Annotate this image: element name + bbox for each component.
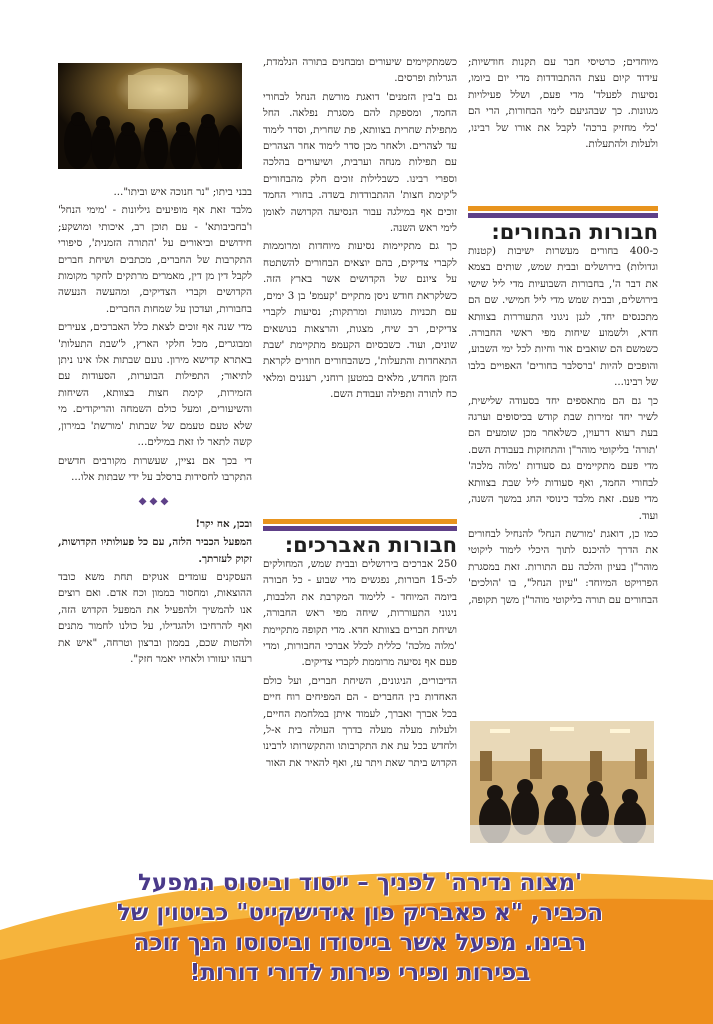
- paragraph: כך גם מתקיימות נסיעות מיוחדות ומרוממות לקברי צדיקים, בהם יוצאים הבחורים להשתטח על ציונם של הקדושים אשר בארץ הזה. כשלקראת חודש ניסן מתקיים 'קעמפ' בן 3 ימים, עם תכניות מגוונות ומרתקות; נסיעות לקברי צדיקים, רב שיח, מצגות, והרצאות בנושאים שונים, ועוד. כשבסיום הקעמפ מתקיימת 'שבת התאחדות והתעלות', כשהבחורים חוזרים לקראת הזמן החדש, מלאים במטען רוחני, רעננים ומלאי כח לתורה ותפילה ועבודת השם.: [263, 240, 457, 401]
- footer-line: 'מצוה נדירה' לפניך – ייסוד וביסוס המפעל: [137, 870, 583, 896]
- photo-night-gathering: [58, 63, 242, 169]
- heading-rule: [263, 519, 457, 531]
- footer-line: בפירות ופירי פירות לדורי דורות!: [189, 960, 531, 986]
- footer-line: הכביר, "א פאבריק פון אידישקייט" כביטוין של: [116, 900, 604, 926]
- section-heading-bochurim: חבורות הבחורים:: [491, 220, 658, 244]
- right-column: [468, 54, 658, 154]
- paragraph: גם ב'בין הזמנים' דואגת מורשת הנחל לבחורי החמד, ומספקת להם מסגרת נפלאה. החל מתפילת שחרית בצוותא, פת שחרית, וסדר לימוד עד לצהרים. ולאחר מכן סדר לימוד אחר הצהרים עם תפילות מנחה וערבית, ושיעורים בהלכה וספרי רבינו. כשבלילות זוכים חלק מהבחורים ל'קימת חצות' ההתבודדות בשדה. בחורי החמד זוכים אף במילגה עבור הנסיעה הקדושה לאומן לימי ראש השנה.: [263, 90, 457, 235]
- paragraph: 250 אברכים בירושלים ובבית שמש, המחולקים לכ-15 חבורות, נפגשים מדי שבוע - כל חבורה ביומה המיוחד - ללימוד המקרבת את הלבבות, ניגוני התעוררות, שיחה מפי ראש החבורה, ושיחת חברים בצוותא חדא. מדי תקופה מתקיימת 'מלוה מלכה' כללית לכלל אברכי החבורות, ומדי פעם אף נסיעה מרוממת לקברי צדיקים.: [263, 558, 457, 669]
- section-heading-avreichim: חבורות האברכים:: [284, 533, 457, 557]
- appeal-subheading: המפעל הכביר הלזה, עם כל פעולותיו הקדושות, זקוק לעזרתך.: [58, 536, 252, 565]
- middle-column-lower: [263, 532, 457, 773]
- paragraph: כשמתקיימים שיעורים ומבחנים בתורה הנלמדת, הגרלות ופרסים.: [263, 56, 457, 85]
- section-divider: ◆◆◆: [138, 495, 172, 508]
- paragraph: די בכך אם נציין, שעשרות מקורבים חדשים התקרבו לחסידות ברסלב על ידי שבתות אלו...: [58, 454, 252, 483]
- paragraph: הדיבורים, הניגונים, השיחת חברים, ועל כולם האחדות בין החברים - הם המפיחים רוח חיים בכל אברך ואברך, לעמוד איתן במלחמת החיים, ולעלות מעלה מעלה בדרך העולה בית א-ל, ולחדש בכל עת את התקרבותו והתקשרותו לרבינו הקדוש ביתר שאת ויתר עז, ואף להאיר את האור: [263, 674, 457, 769]
- paragraph: כך גם הם מתאספים יחד בסעודה שלישית, לשיר יחד זמירות שבת קודש בכיסופים וערגה בעת רעוא דרעוין, כשלאחר מכן שומעים הם 'תורה' בליקוטי מוהר"ן והתחזקות בעבודת השם. מדי פעם מתקיימים גם סעודות 'מלוה מלכה' לבחורי החמד, ואף סעודות ליל שבת בצוותא מדי פעם. זאת מלבד כינוסי החג במשך השנה, ועוד.: [468, 394, 658, 522]
- left-column: [58, 184, 252, 669]
- paragraph: כמו כן, דואגת 'מורשת הנחל' להנחיל לבחורים את הדרך להיכנס לתוך היכלי לימוד ליקוטי מוהר"ן בעיון והלכה עם התורות. זאת במסגרת הפרויקט המיוחד: "עיון הנחל", בו 'הולכים' הבחורים עם תורה בליקוטי מוהר"ן משך תקופה,: [468, 527, 658, 606]
- footer-slogan: [60, 868, 660, 988]
- footer-line: רבינו. מפעל אשר בייסודו וביסוסו הנך זוכה: [133, 930, 587, 956]
- paragraph: מדי שנה אף זוכים לצאת כלל האברכים, צעירים ומבוגרים, מכל חלקי הארץ, ל'שבת התעלות' באתרא קדישא מירון. נועם שבתות אלו אינו ניתן לתיאור; התפילות הבוערות, הסעודות עם הזמירות, קימת חצות בצוותא, השיחות והשיעורים, ומעל כולם השמחה והריקודים. מי שלא טעם טעמם של שבתות 'מורשת' במירון, קשה לתאר לו זאת במילים...: [58, 321, 252, 449]
- photo-study-hall: [470, 721, 654, 843]
- heading-rule: [468, 206, 658, 218]
- paragraph: העסקנים עומדים אנוקים תחת משא כובד ההוצאות, ומחסור בממון וכח אדם. ואם רוצים אנו להמשיך ולהפעיל את המפעל הקדוש הזה, ואף להרחיבו ולהגדילו, על כולנו לחמור מתנים ולהטות שכם, בממון וברצון וטרחה, "איש את רעהו יעזורו ולאחיו יאמר חזק".: [58, 570, 252, 665]
- paragraph: מיוחדים; כרטיסי חבר עם תקנות חודשיות; עידוד קיום עצת ההתבודדות מדי יום ביומו, נסיעות לפעלד' מדי פעם, ושלל פעילויות מגוונות. כך שבהגיעם לימי הבחורות, הרי הם 'כלי מחזיק ברכה' לקבל את אורו של רבינו, ולעלות ולהתעלות.: [468, 56, 658, 151]
- paragraph: כ-400 בחורים מעשרות ישיבות (קטנות וגדולות) בירושלים ובבית שמש, שותים בצמא את דבר ה', בחבורות השבועיות מדי ליל שישי בירושלים, ובבית שמש מדי ליל חמישי. שם הם מתכנסים יחד, לגנן ניגוני התעוררות בצוותא חדא, ולשמוע שיחות מפי ראשי החבורה. כשמשם הם שואבים אור וחיות לכל ימי השבוע, והופכים להיות 'ברסלבר בחורים' האפויים בלבו של רבינו...: [468, 245, 658, 389]
- right-column-lower: [468, 219, 658, 610]
- middle-column: [263, 54, 457, 405]
- appeal-heading: ובכן, אח יקר!: [195, 517, 252, 530]
- paragraph: מלבד זאת אף מופיעים גיליונות - 'מימי הנחל' ו'בחביבותא' - עם תוכן רב, איכותי ומושקע; חידושים וביאורים על 'התורה הזמנית', סיפורי התקרבות של החברים, מכתבים ושיחת חברים לקבל דין מן דין, מאמרים מרתקים לחקר מקומות הקדושים וקברי הצדיקים, ומהעשה הנעשה בחבורות, ועדכון על שמחות החברים.: [58, 204, 252, 315]
- paragraph: בבני ביתו; "נר חנוכה איש וביתו"...: [113, 186, 252, 198]
